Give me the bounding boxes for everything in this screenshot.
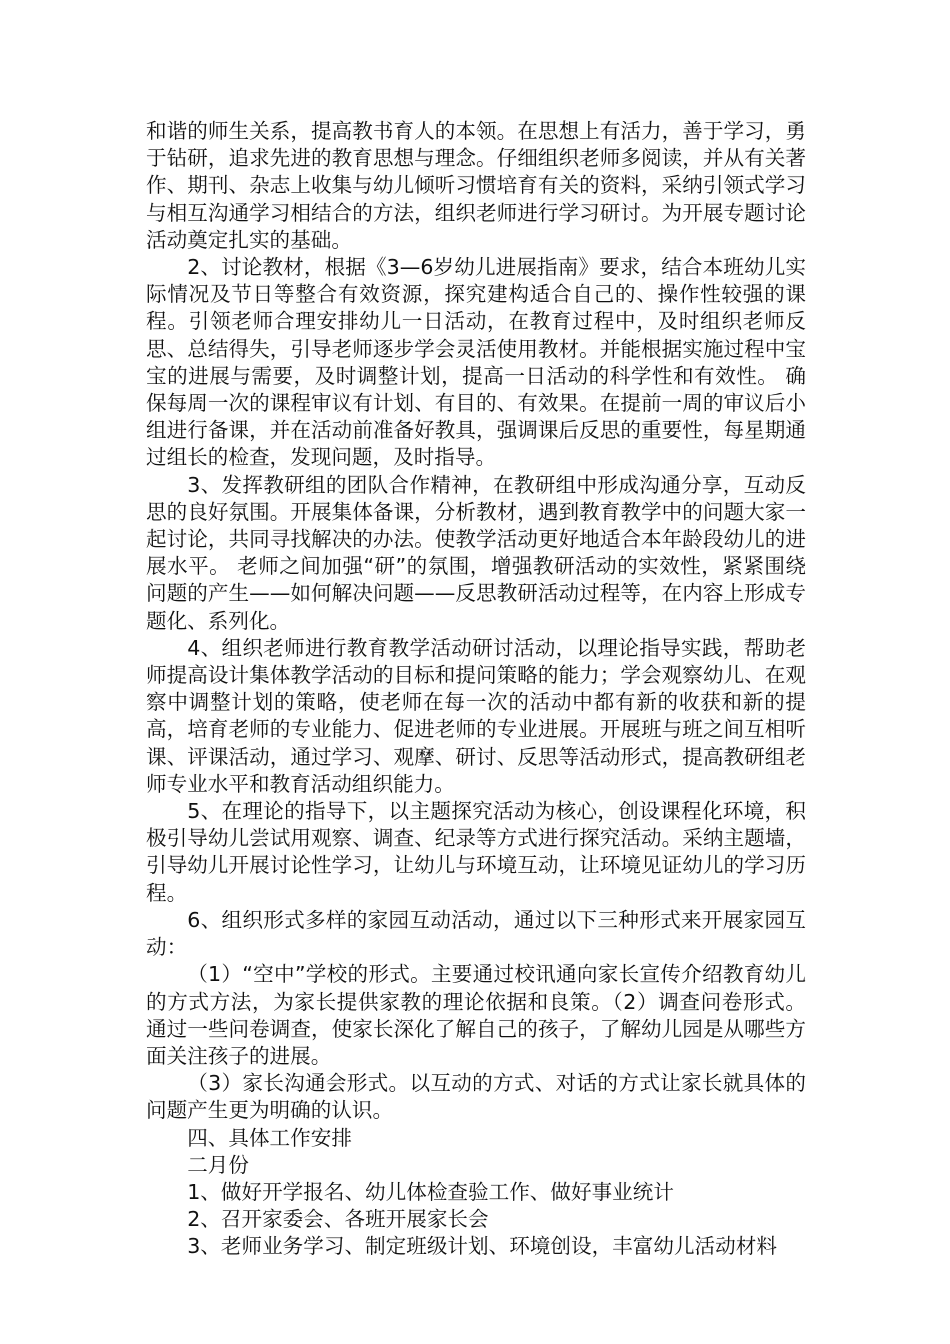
- section-heading: 四、具体工作安排: [187, 1125, 352, 1150]
- list-item: 3、老师业务学习、制定班级计划、环境创设，丰富幼儿活动材料: [187, 1234, 777, 1259]
- paragraph-5: 5、在理论的指导下，以主题探究活动为核心，创设课程化环境，积极引导幼儿尝试用观察、调查、纪录等方式进行探究活动。采纳主题墙，引导幼儿开展讨论性学习，让幼儿与环境互动，让环境见证幼儿的学习历程。: [146, 799, 806, 905]
- paragraph-3: 3、发挥教研组的团队合作精神，在教研组中形成沟通分享，互动反思的良好氛围。开展集体备课，分析教材，遇到教育教学中的问题大家一起讨论，共同寻找解决的办法。使教学活动更好地适合本年龄段幼儿的进展水平。 老师之间加强“研”的氛围，增强教研活动的实效性，紧紧围绕问题的产生——如何解决问题——反思教研活动过程等，在内容上形成专题化、系列化。: [146, 472, 806, 633]
- month-heading: 二月份: [187, 1152, 249, 1177]
- paragraph-7: （1）“空中”学校的形式。主要通过校讯通向家长宣传介绍教育幼儿的方式方法，为家长提供家教的理论依据和良策。（2）调查问卷形式。通过一些问卷调查，使家长深化了解自己的孩子，了解幼儿园是从哪些方面关注孩子的进展。: [146, 962, 806, 1068]
- paragraph-4: 4、组织老师进行教育教学活动研讨活动，以理论指导实践，帮助老师提高设计集体教学活动的目标和提问策略的能力；学会观察幼儿、在观察中调整计划的策略，使老师在每一次的活动中都有新的收获和新的提高，培育老师的专业能力、促进老师的专业进展。开展班与班之间互相听课、评课活动，通过学习、观摩、研讨、反思等活动形式，提高教研组老师专业水平和教育活动组织能力。: [146, 635, 806, 796]
- paragraph-2: 2、讨论教材，根据《3—6岁幼儿进展指南》要求，结合本班幼儿实际情况及节日等整合有效资源，探究建构适合自己的、操作性较强的课程。引领老师合理安排幼儿一日活动，在教育过程中，及时组织老师反思、总结得失，引导老师逐步学会灵活使用教材。并能根据实施过程中宝宝的进展与需要，及时调整计划，提高一日活动的科学性和有效性。 确保每周一次的课程审议有计划、有目的、有效果。在提前一周的审议后小组进行备课，并在活动前准备好教具，强调课后反思的重要性，每星期通过组长的检查，发现问题，及时指导。: [146, 255, 806, 470]
- paragraph-8: （3）家长沟通会形式。以互动的方式、对话的方式让家长就具体的问题产生更为明确的认识。: [146, 1071, 806, 1123]
- list-item: 2、召开家委会、各班开展家长会: [187, 1207, 489, 1232]
- paragraph-6: 6、组织形式多样的家园互动活动，通过以下三种形式来开展家园互动：: [146, 907, 806, 960]
- list-item: 1、做好开学报名、幼儿体检查验工作、做好事业统计: [187, 1179, 674, 1204]
- paragraph-1: 和谐的师生关系，提高教书育人的本领。在思想上有活力，善于学习，勇于钻研，追求先进的教育思想与理念。仔细组织老师多阅读，并从有关著作、期刊、杂志上收集与幼儿倾听习惯培育有关的资料，采纳引领式学习与相互沟通学习相结合的方法，组织老师进行学习研讨。为开展专题讨论活动奠定扎实的基础。: [146, 119, 806, 252]
- document-body: [146, 118, 806, 1261]
